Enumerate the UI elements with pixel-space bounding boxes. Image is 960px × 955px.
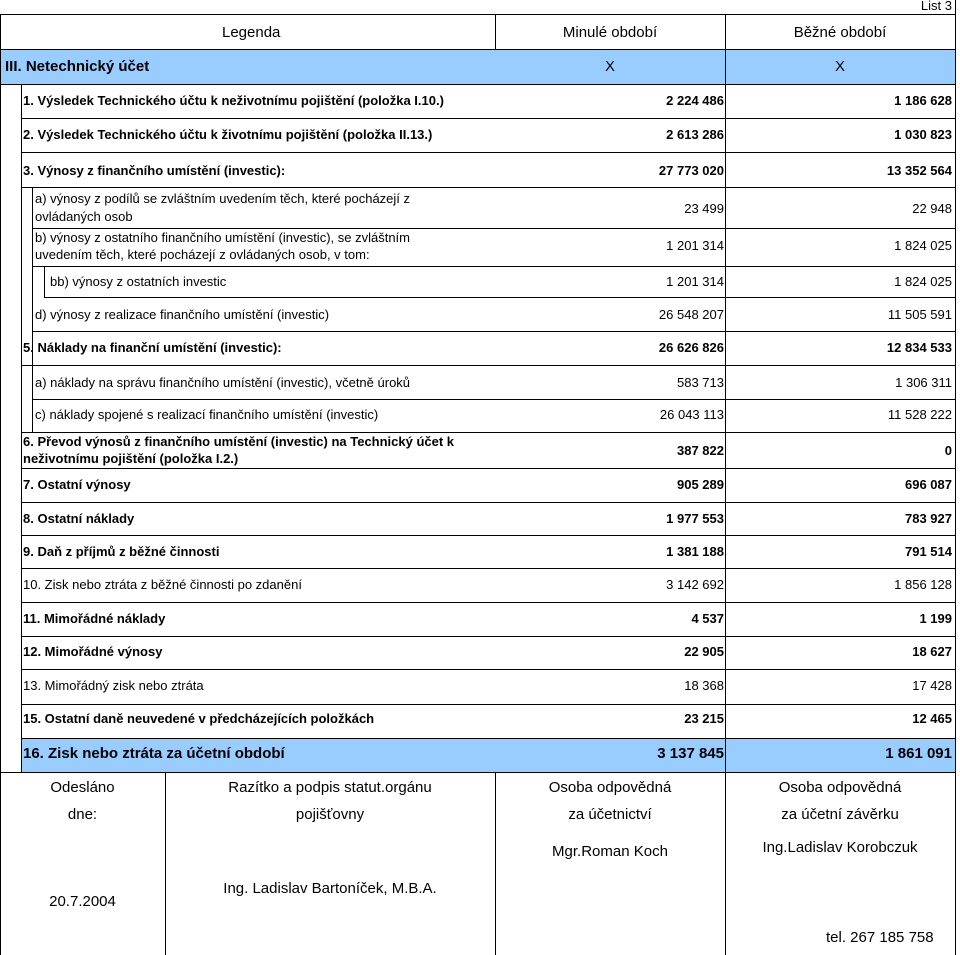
row-label: 13. Mimořádný zisk nebo ztráta [23,678,204,693]
grid-line [21,738,956,739]
grid-line-v [725,14,726,772]
row-prev-value: 2 224 486 [666,93,724,108]
grid-line [32,266,956,267]
grid-line [21,432,956,433]
grid-line [21,568,956,569]
row-curr-value: 13 352 564 [886,163,952,178]
footer-closing-label-2: za účetní závěrku [781,806,899,823]
footer-stamp-label: Razítko a podpis statut.orgánu [228,779,432,796]
total-row-curr-value: 1 861 091 [885,745,952,762]
grid-line [21,704,956,705]
row-label-line1: a) výnosy z podílů se zvláštním uvedením těch, které pocházejí z [35,191,411,206]
row-curr-value: 11 528 222 [887,407,952,422]
row-label: 9. Daň z příjmů z běžné činnosti [23,544,220,559]
row-prev-value: 1 201 314 [666,274,724,289]
row-prev-value: 1 201 314 [666,238,724,253]
total-row-label: 16. Zisk nebo ztráta za účetní období [23,745,285,762]
row-label: 3. Výnosy z finančního umístění (investic): [23,163,286,178]
row-prev-value: 3 142 692 [666,577,724,592]
footer-sent-label-2: dne: [67,806,98,823]
row-label: 15. Ostatní daně neuvedené v předcházejících položkách [23,711,375,726]
row-label: 11. Mimořádné náklady [23,611,166,626]
row-prev-value: 26 626 826 [658,340,724,355]
grid-line [21,365,956,366]
row-prev-value: 1 381 188 [666,544,724,559]
row-curr-value: 696 087 [905,477,952,492]
row-label-line1: b) výnosy z ostatního finančního umístění (investic), se zvláštním [35,230,410,245]
grid-line [21,118,956,119]
grid-line [32,399,956,400]
row-prev-value: 4 537 [691,611,724,626]
row-label-line2: uvedením těch, které pocházejí z ovládaných osob, v tom: [35,247,370,262]
row-label-line2: ovládaných osob [35,209,133,224]
row-prev-value: 2 613 286 [666,127,724,142]
row-label: 5. Náklady na finanční umístění (investic): [23,340,282,355]
footer-sent-label: Odesláno [50,779,115,796]
row-label: 8. Ostatní náklady [23,511,135,526]
row-curr-value: 1 186 628 [894,93,952,108]
footer-accounting-label-2: za účetnictví [568,806,652,823]
table-top-border [0,14,956,15]
row-curr-value: 12 834 533 [886,340,952,355]
row-prev-value: 23 215 [684,711,724,726]
row-label: a) náklady na správu finančního umístění (investic), včetně úroků [35,375,411,390]
grid-line [21,669,956,670]
footer-sent-date: 20.7.2004 [49,893,116,910]
row-curr-value: 18 627 [912,644,952,659]
grid-line [44,297,956,298]
footer-divider [165,772,166,955]
grid-line [21,152,956,153]
footer-divider [0,772,1,955]
row-label: d) výnosy z realizace finančního umístění (investic) [35,307,330,322]
row-curr-value: 0 [944,443,952,458]
grid-line [0,772,956,773]
grid-line-v [44,266,45,297]
row-label-line1: 6. Převod výnosů z finančního umístění (investic) na Technický účet k [23,434,455,449]
row-prev-value: 583 713 [677,375,724,390]
total-row-prev-value: 3 137 845 [657,745,724,762]
row-label: 1. Výsledek Technického účtu k neživotnímu pojištění (položka I.10.) [23,93,444,108]
footer-accounting-name: Mgr.Roman Koch [552,843,668,860]
row-curr-value: 12 465 [912,711,952,726]
row-curr-value: 22 948 [912,201,952,216]
row-label: 7. Ostatní výnosy [23,477,131,492]
grid-line [21,187,956,188]
row-curr-value: 1 856 128 [894,577,952,592]
row-curr-value: 791 514 [905,544,952,559]
row-curr-value: 1 824 025 [894,274,952,289]
footer-stamp-name: Ing. Ladislav Bartoníček, M.B.A. [223,880,437,897]
grid-line [32,228,956,229]
row-curr-value: 1 030 823 [894,127,952,142]
row-label: c) náklady spojené s realizací finančního umístění (investic) [35,407,379,422]
grid-line-v [21,84,22,772]
footer-divider [495,772,496,955]
row-curr-value: 1 306 311 [895,375,952,390]
section-prev-mark: X [604,58,615,75]
row-prev-value: 905 289 [677,477,724,492]
row-label-line2: neživotnímu pojištění (položka I.2.) [23,451,239,466]
grid-line [21,502,956,503]
grid-line [21,636,956,637]
row-prev-value: 22 905 [684,644,724,659]
header-legend: Legenda [222,24,281,41]
row-prev-value: 1 977 553 [666,511,724,526]
row-label: 10. Zisk nebo ztráta z běžné činnosti po zdanění [23,577,302,592]
grid-line [21,535,956,536]
footer-closing-name: Ing.Ladislav Korobczuk [762,839,918,856]
grid-line [32,331,956,332]
grid-line [0,84,956,85]
row-prev-value: 26 043 113 [659,407,724,422]
header-previous-period: Minulé období [562,24,658,41]
row-prev-value: 26 548 207 [658,307,724,322]
row-curr-value: 11 505 591 [887,307,952,322]
grid-line [21,602,956,603]
row-label: 12. Mimořádné výnosy [23,644,163,659]
grid-line-v [32,187,33,365]
row-label: 2. Výsledek Technického účtu k životnímu pojištění (položka II.13.) [23,127,433,142]
grid-line [0,49,956,50]
row-curr-value: 1 824 025 [894,238,952,253]
footer-divider [725,772,726,955]
footer-accounting-label: Osoba odpovědná [548,779,672,796]
footer-closing-label: Osoba odpovědná [778,779,902,796]
row-curr-value: 783 927 [905,511,952,526]
footer-closing-phone: tel. 267 185 758 [826,929,934,946]
row-curr-value: 17 428 [912,678,952,693]
footer-stamp-label-2: pojišťovny [295,806,365,823]
row-prev-value: 23 499 [684,201,724,216]
header-current-period: Běžné období [793,24,887,41]
row-prev-value: 387 822 [677,443,724,458]
row-label: bb) výnosy z ostatních investic [50,274,227,289]
row-prev-value: 18 368 [684,678,724,693]
sheet-tab-label[interactable]: List 3 [920,0,952,13]
section-curr-mark: X [834,58,845,75]
grid-line-v [32,365,33,432]
section-title: III. Netechnický účet [5,58,150,75]
grid-line-v [0,14,1,772]
grid-line [21,468,956,469]
grid-line-v [495,14,496,49]
row-prev-value: 27 773 020 [658,163,724,178]
row-curr-value: 1 199 [919,611,952,626]
grid-line-v [955,0,956,955]
